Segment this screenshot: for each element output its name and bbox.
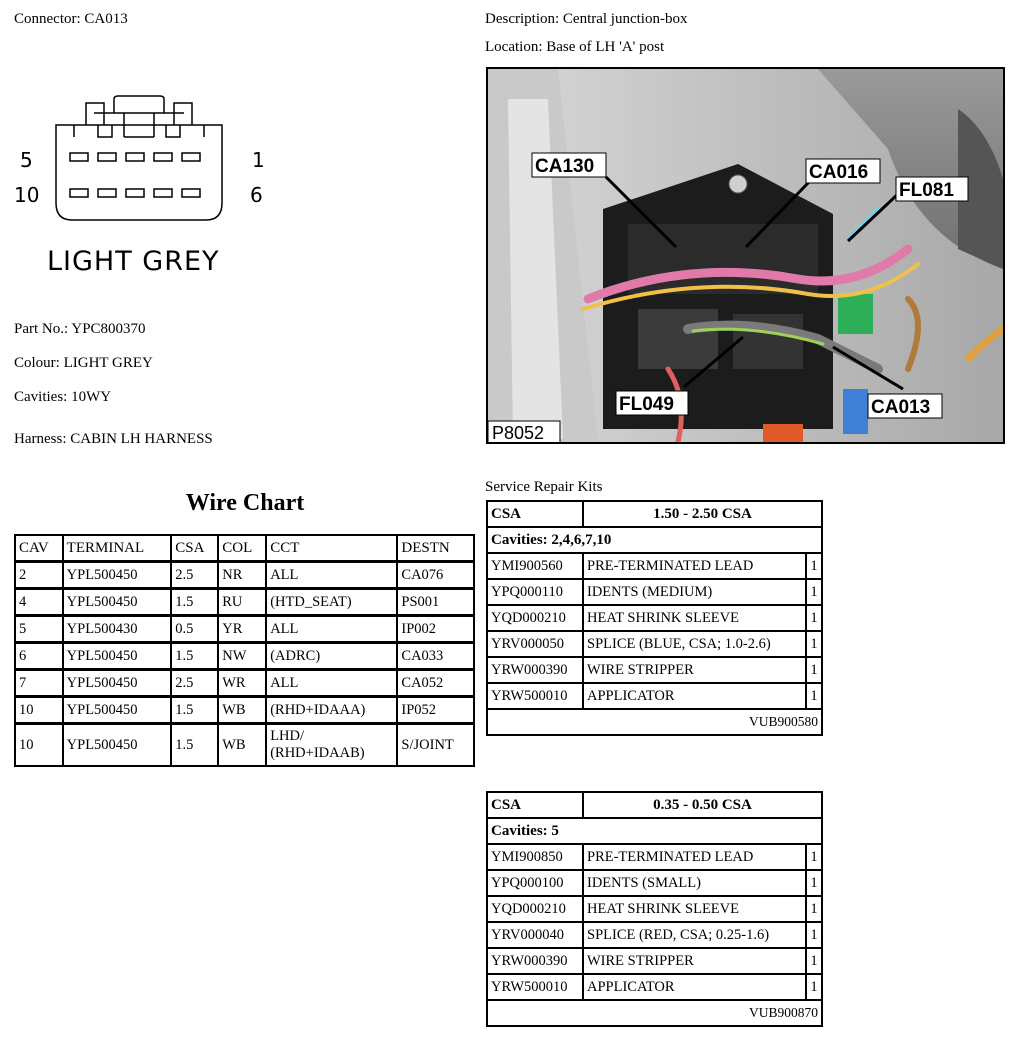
cell-cav: 6 [16,643,62,668]
kit-part-quantity: 1 [807,897,821,921]
kit-part-description: SPLICE (RED, CSA; 0.25-1.6) [584,923,805,947]
callout-ca130: CA130 [535,156,595,177]
col-header-cav: CAV [16,536,62,560]
connector-face-diagram [14,95,274,285]
cavities: Cavities: 10WY [14,389,112,405]
location-photo-illustration [488,69,1003,442]
kit-cavities-row [488,819,821,843]
list-item [488,897,821,921]
cell-cct: LHD/ (RHD+IDAAB) [267,724,396,765]
col-header-col: COL [219,536,265,560]
kit-footer-row [488,710,821,734]
list-item [488,658,821,682]
kit-part-quantity: 1 [807,554,821,578]
pin-label-1: 1 [252,148,265,172]
kit-part-number: YQD000210 [488,606,582,630]
table-row [16,643,473,668]
cell-cav: 4 [16,589,62,614]
wire-chart-header-row [16,536,473,560]
col-header-cct: CCT [267,536,396,560]
connector-id: CA013 [84,11,128,27]
kit-part-quantity: 1 [807,632,821,656]
kit-part-description: APPLICATOR [584,684,805,708]
location-photo [486,67,1005,444]
list-item [488,871,821,895]
cell-terminal: YPL500450 [64,670,171,695]
kit-part-quantity: 1 [807,684,821,708]
cell-destn: CA033 [398,643,473,668]
harness: Harness: CABIN LH HARNESS [14,431,213,447]
cell-terminal: YPL500450 [64,697,171,722]
cell-col: NW [219,643,265,668]
kit-part-number: YMI900560 [488,554,582,578]
callout-ca013: CA013 [871,397,931,418]
kit-part-quantity: 1 [807,975,821,999]
part-number: Part No.: YPC800370 [14,321,146,337]
kit-csa-range: 0.35 - 0.50 CSA [584,793,821,817]
wire-chart-table [14,534,475,767]
list-item [488,580,821,604]
list-item [488,923,821,947]
cell-destn: S/JOINT [398,724,473,765]
kit-part-description: WIRE STRIPPER [584,949,805,973]
cell-terminal: YPL500450 [64,643,171,668]
cell-cav: 10 [16,697,62,722]
kit-part-number: YRV000040 [488,923,582,947]
kit-part-number: YRW000390 [488,949,582,973]
kit-part-description: SPLICE (BLUE, CSA; 1.0-2.6) [584,632,805,656]
cell-cav: 2 [16,562,62,587]
list-item [488,975,821,999]
cell-terminal: YPL500430 [64,616,171,641]
kit-part-number: YPQ000110 [488,580,582,604]
cell-cav: 5 [16,616,62,641]
cell-terminal: YPL500450 [64,589,171,614]
cell-col: NR [219,562,265,587]
cell-col: WB [219,724,265,765]
service-repair-kits-title: Service Repair Kits [485,479,603,495]
cell-cav: 7 [16,670,62,695]
kit-part-quantity: 1 [807,923,821,947]
cell-cct: ALL [267,670,396,695]
cell-destn: CA052 [398,670,473,695]
kit-part-description: PRE-TERMINATED LEAD [584,554,805,578]
col-header-terminal: TERMINAL [64,536,171,560]
pin-label-5: 5 [20,148,33,172]
cell-csa: 1.5 [172,724,217,765]
kit-footer-row [488,1001,821,1025]
kit-part-description: HEAT SHRINK SLEEVE [584,897,805,921]
cell-col: RU [219,589,265,614]
list-item [488,684,821,708]
kit-part-description: PRE-TERMINATED LEAD [584,845,805,869]
kit-part-number: YRW000390 [488,658,582,682]
kit-header-row [488,502,821,526]
kit-part-description: HEAT SHRINK SLEEVE [584,606,805,630]
cell-csa: 1.5 [172,589,217,614]
kit-part-number: YRV000050 [488,632,582,656]
kit-part-description: APPLICATOR [584,975,805,999]
cell-cct: ALL [267,616,396,641]
col-header-csa: CSA [172,536,217,560]
table-row [16,589,473,614]
photo-plate-number: P8052 [492,423,545,442]
kit-part-number: YMI900850 [488,845,582,869]
kit-header-row [488,793,821,817]
cell-csa: 1.5 [172,697,217,722]
kit-csa-label: CSA [488,502,582,526]
kit-csa-label: CSA [488,793,582,817]
table-row [16,697,473,722]
col-header-destn: DESTN [398,536,473,560]
cell-destn: IP052 [398,697,473,722]
cell-cct: ALL [267,562,396,587]
kit-part-description: IDENTS (MEDIUM) [584,580,805,604]
callout-fl049: FL049 [619,394,674,415]
kit-cavities-row [488,528,821,552]
kit-part-number: YPQ000100 [488,871,582,895]
cell-csa: 0.5 [172,616,217,641]
cell-csa: 2.5 [172,670,217,695]
pin-label-10: 10 [14,183,40,207]
cell-cct: (RHD+IDAAA) [267,697,396,722]
kit-csa-range: 1.50 - 2.50 CSA [584,502,821,526]
list-item [488,554,821,578]
cell-csa: 2.5 [172,562,217,587]
kit-part-quantity: 1 [807,845,821,869]
kit-number: VUB900580 [488,710,821,734]
table-row [16,724,473,765]
kit-part-number: YRW500010 [488,684,582,708]
location-value: Base of LH 'A' post [546,39,665,55]
table-row [16,616,473,641]
location-label: Location: Base of LH 'A' post [485,39,665,55]
cell-csa: 1.5 [172,643,217,668]
connector-label: Connector: CA013 [14,11,128,27]
pin-label-6: 6 [250,183,263,207]
table-row [16,562,473,587]
kit-part-quantity: 1 [807,949,821,973]
table-row [16,670,473,695]
repair-kit-table [486,791,823,1027]
list-item [488,845,821,869]
kit-part-number: YRW500010 [488,975,582,999]
kit-cavities: Cavities: 2,4,6,7,10 [488,528,821,552]
cell-cct: (ADRC) [267,643,396,668]
repair-kit-table [486,500,823,736]
kit-cavities: Cavities: 5 [488,819,821,843]
kit-part-quantity: 1 [807,606,821,630]
cell-col: WB [219,697,265,722]
kit-part-quantity: 1 [807,871,821,895]
list-item [488,949,821,973]
cell-terminal: YPL500450 [64,562,171,587]
wire-chart-title: Wire Chart [185,490,305,516]
cell-destn: PS001 [398,589,473,614]
callout-fl081: FL081 [899,180,954,201]
description-label: Description: Central junction-box [485,11,688,27]
list-item [488,606,821,630]
kit-part-quantity: 1 [807,658,821,682]
colour: Colour: LIGHT GREY [14,355,153,371]
kit-part-number: YQD000210 [488,897,582,921]
connector-colour-caption: LIGHT GREY [47,246,220,277]
cell-destn: IP002 [398,616,473,641]
cell-cct: (HTD_SEAT) [267,589,396,614]
cell-cav: 10 [16,724,62,765]
cell-col: YR [219,616,265,641]
kit-part-description: WIRE STRIPPER [584,658,805,682]
description-value: Central junction-box [562,11,688,27]
list-item [488,632,821,656]
kit-number: VUB900870 [488,1001,821,1025]
cell-col: WR [219,670,265,695]
callout-ca016: CA016 [809,162,869,183]
cell-destn: CA076 [398,562,473,587]
kit-part-quantity: 1 [807,580,821,604]
cell-terminal: YPL500450 [64,724,171,765]
kit-part-description: IDENTS (SMALL) [584,871,805,895]
